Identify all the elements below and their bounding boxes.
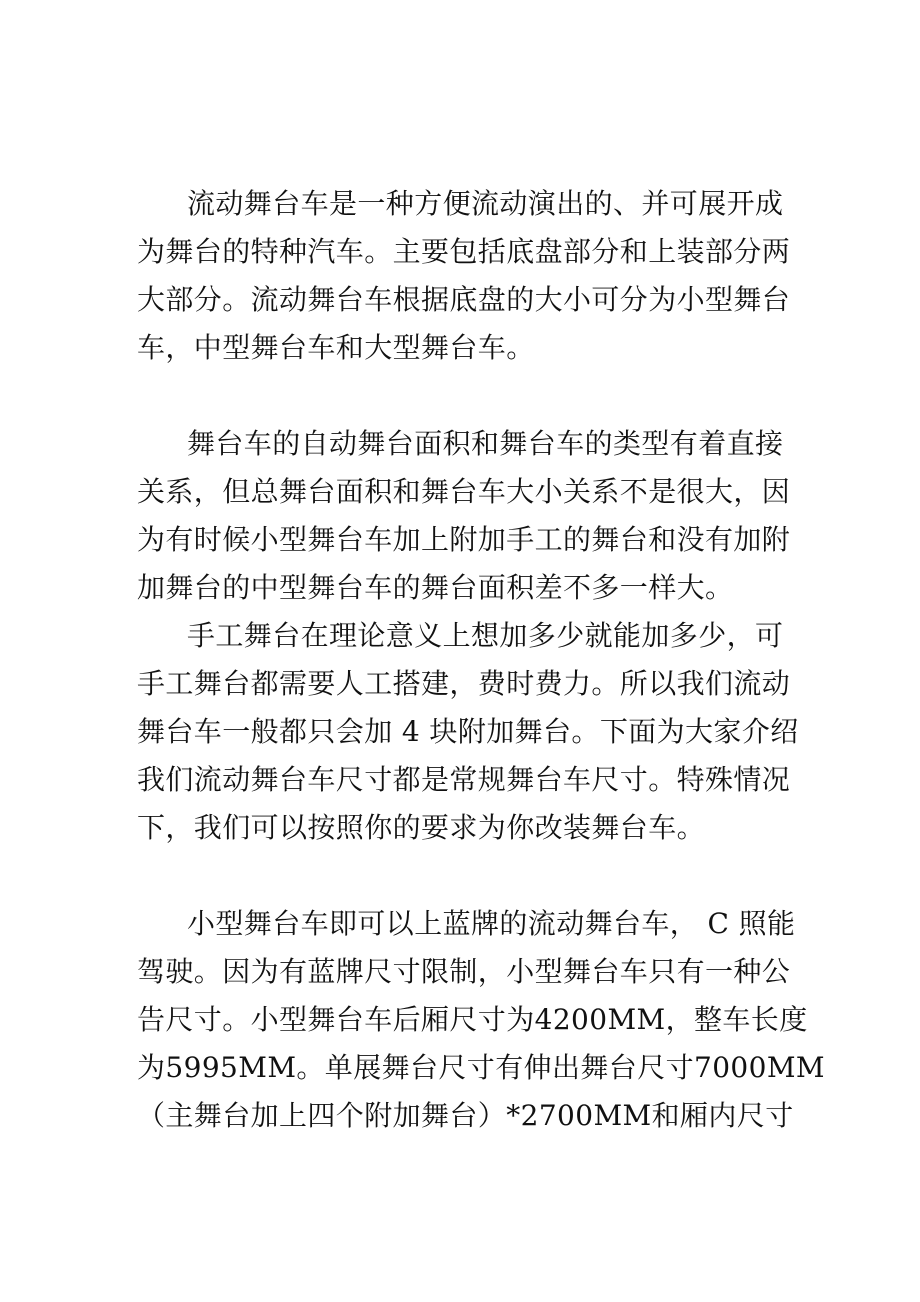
text-line: 为有时候小型舞台车加上附加手工的舞台和没有加附	[137, 523, 791, 556]
text-line: 告尺寸。小型舞台车后厢尺寸为4200MM，整车长度	[137, 1003, 808, 1036]
paragraph-intro	[137, 180, 797, 372]
text-line: 下，我们可以按照你的要求为你改装舞台车。	[137, 811, 706, 844]
text-line: 加舞台的中型舞台车的舞台面积差不多一样大。	[137, 571, 734, 604]
text-line: 手工舞台在理论意义上想加多少就能加多少，可	[187, 619, 784, 652]
paragraph-stage-area	[137, 420, 797, 612]
text-line: 车，中型舞台车和大型舞台车。	[137, 331, 535, 364]
text-line: 为舞台的特种汽车。主要包括底盘部分和上装部分两	[137, 235, 791, 268]
text-line: 关系，但总舞台面积和舞台车大小关系不是很大，因	[137, 475, 791, 508]
text-line: 舞台车的自动舞台面积和舞台车的类型有着直接	[187, 427, 784, 460]
text-line: （主舞台加上四个附加舞台）*2700MM和厢内尺寸	[137, 1099, 794, 1132]
text-line: 小型舞台车即可以上蓝牌的流动舞台车， C 照能	[187, 907, 796, 940]
text-line: 舞台车一般都只会加 4 块附加舞台。下面为大家介绍	[137, 715, 799, 748]
text-line: 为5995MM。单展舞台尺寸有伸出舞台尺寸7000MM	[137, 1051, 825, 1084]
text-line: 驾驶。因为有蓝牌尺寸限制，小型舞台车只有一种公	[137, 955, 791, 988]
paragraph-small-stage-truck	[137, 900, 825, 1140]
text-line: 手工舞台都需要人工搭建，费时费力。所以我们流动	[137, 667, 791, 700]
paragraph-manual-stage	[137, 612, 797, 852]
text-line: 我们流动舞台车尺寸都是常规舞台车尺寸。特殊情况	[137, 763, 791, 796]
text-line: 流动舞台车是一种方便流动演出的、并可展开成	[187, 187, 784, 220]
text-line: 大部分。流动舞台车根据底盘的大小可分为小型舞台	[137, 283, 791, 316]
